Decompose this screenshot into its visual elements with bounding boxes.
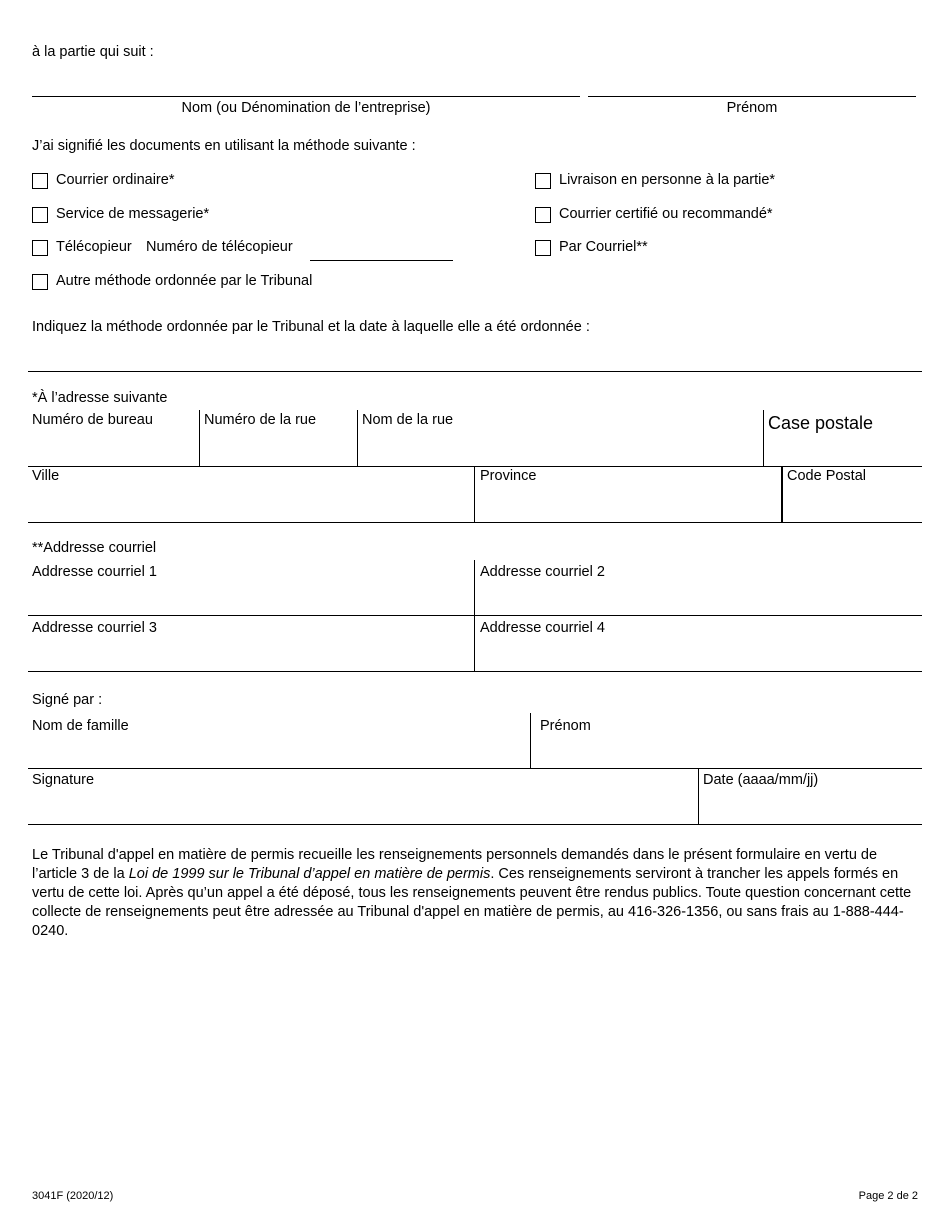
date-field[interactable] — [699, 769, 922, 824]
certified-mail-label: Courrier certifié ou recommandé* — [559, 206, 773, 222]
signed-heading: Signé par : — [32, 692, 103, 708]
other-method-checkbox[interactable] — [32, 274, 48, 290]
party-first-name-input[interactable] — [588, 70, 916, 96]
divider — [28, 522, 922, 523]
divider — [28, 671, 922, 672]
email2-label: Addresse courriel 2 — [480, 564, 605, 580]
party-name-input[interactable] — [32, 70, 580, 96]
email4-field[interactable] — [475, 616, 922, 671]
po-box-label: Case postale — [768, 413, 874, 433]
privacy-text-part1: Le Tribunal d'appel en matière de permis recueille les renseignements personnels demandés dans le présent formulaire en vertu de l’article 3 de la — [32, 847, 878, 882]
method-heading: J’ai signifié les documents en utilisant la méthode suivante : — [32, 138, 416, 154]
fax-number-label: Numéro de télécopieur — [146, 239, 293, 255]
po-box-field[interactable] — [764, 410, 922, 466]
postal-code-label: Code Postal — [787, 468, 866, 484]
postal-code-field[interactable] — [783, 467, 922, 522]
courier-checkbox[interactable] — [32, 207, 48, 223]
street-number-field[interactable] — [200, 410, 357, 466]
intro-text: à la partie qui suit : — [32, 44, 154, 60]
other-method-label: Autre méthode ordonnée par le Tribunal — [56, 273, 313, 289]
party-first-name-label: Prénom — [726, 100, 778, 116]
province-label: Province — [480, 468, 537, 484]
email1-label: Addresse courriel 1 — [32, 564, 157, 580]
street-name-field[interactable] — [358, 410, 763, 466]
page-number: Page 2 de 2 — [858, 1190, 918, 1202]
fax-checkbox[interactable] — [32, 240, 48, 256]
province-field[interactable] — [475, 467, 781, 522]
signer-first-name-field[interactable] — [531, 713, 922, 768]
regular-mail-label: Courrier ordinaire* — [56, 172, 175, 188]
party-name-label: Nom (ou Dénomination de l’entreprise) — [181, 100, 431, 116]
email1-field[interactable] — [28, 560, 474, 615]
date-label: Date (aaaa/mm/jj) — [703, 772, 819, 788]
privacy-text-part2: . Ces renseignements serviront à trancher les appels formés en vertu de cette loi. Après qu’un appel a été déposé, tous les renseignements peuvent être rendus publics. Toute question concernant cette collecte de renseignements peut être adressée au Tribunal d'appel en matière de permis, au 416-326-1356, ou sans frais au 1-888-444-0240. — [32, 866, 912, 939]
city-field[interactable] — [28, 467, 474, 522]
street-number-label: Numéro de la rue — [204, 412, 317, 428]
privacy-notice — [32, 846, 922, 941]
email-method-label: Par Courriel** — [559, 239, 648, 255]
form-number: 3041F (2020/12) — [32, 1190, 114, 1202]
email-method-checkbox[interactable] — [535, 240, 551, 256]
unit-number-field[interactable] — [28, 410, 199, 466]
court-method-input[interactable] — [28, 340, 922, 370]
court-method-instruction: Indiquez la méthode ordonnée par le Tribunal et la date à laquelle elle a été ordonnée : — [32, 319, 590, 335]
email3-field[interactable] — [28, 616, 474, 671]
personal-delivery-label: Livraison en personne à la partie* — [559, 172, 776, 188]
party-name-underline — [32, 96, 580, 97]
email4-label: Addresse courriel 4 — [480, 620, 605, 636]
regular-mail-checkbox[interactable] — [32, 173, 48, 189]
email2-field[interactable] — [475, 560, 922, 615]
address-heading: *À l’adresse suivante — [32, 390, 168, 406]
party-first-name-underline — [588, 96, 916, 97]
act-name: Loi de 1999 sur le Tribunal d’appel en matière de permis — [128, 866, 491, 882]
signature-field[interactable] — [28, 769, 698, 824]
divider — [28, 824, 922, 825]
personal-delivery-checkbox[interactable] — [535, 173, 551, 189]
last-name-label: Nom de famille — [32, 718, 129, 734]
fax-label: Télécopieur — [56, 239, 132, 255]
fax-number-underline — [310, 260, 453, 261]
last-name-field[interactable] — [28, 713, 530, 768]
court-method-underline — [28, 371, 922, 372]
fax-number-input[interactable] — [310, 236, 453, 260]
city-label: Ville — [32, 468, 60, 484]
street-name-label: Nom de la rue — [362, 412, 454, 428]
signer-first-name-label: Prénom — [540, 718, 591, 734]
signature-label: Signature — [32, 772, 95, 788]
email-heading: **Addresse courriel — [32, 540, 157, 556]
email3-label: Addresse courriel 3 — [32, 620, 157, 636]
certified-mail-checkbox[interactable] — [535, 207, 551, 223]
courier-label: Service de messagerie* — [56, 206, 210, 222]
unit-number-label: Numéro de bureau — [32, 412, 153, 428]
